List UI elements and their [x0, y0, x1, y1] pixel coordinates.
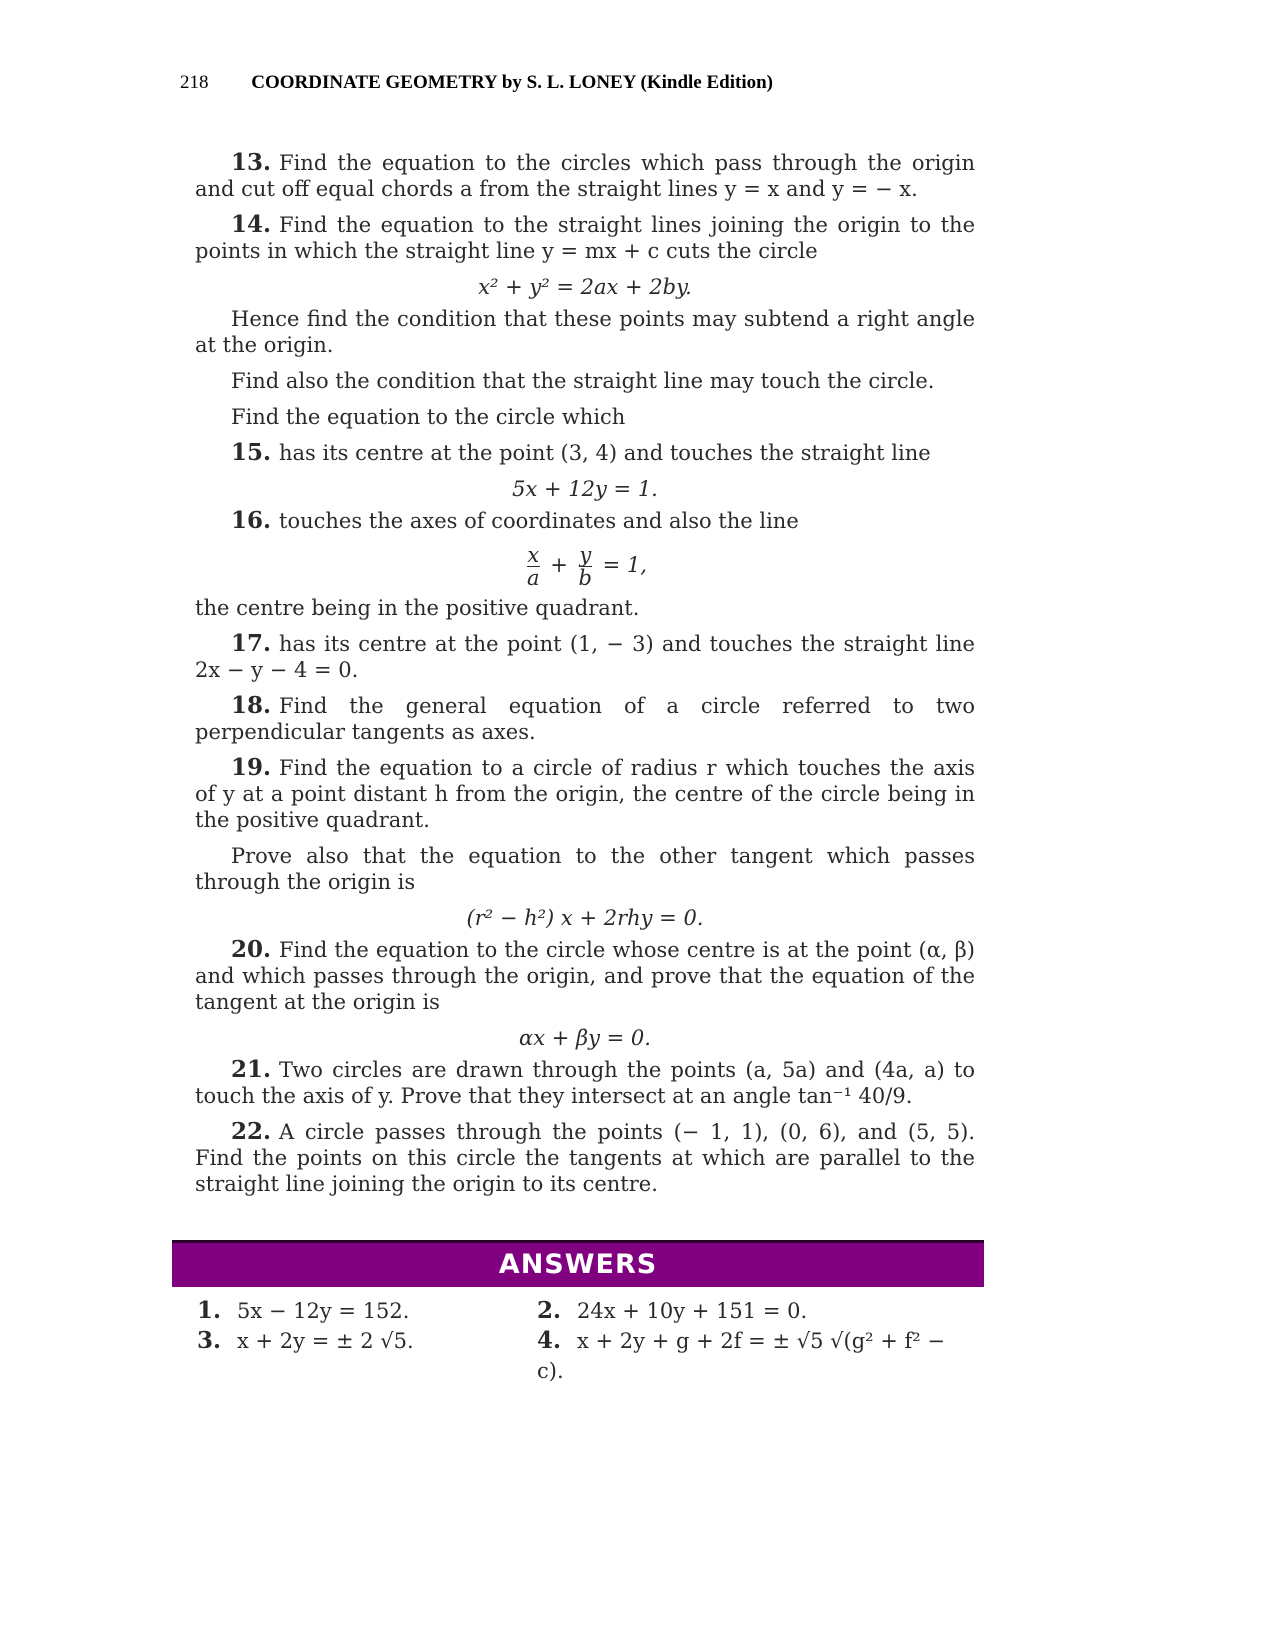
book-title: COORDINATE GEOMETRY by S. L. LONEY (Kindle Edition): [251, 72, 773, 93]
fraction-equation: [195, 544, 975, 589]
problem-text: Two circles are drawn through the points (a, 5a) and (4a, a) to touch the axis of y. Prove that they intersect at an angle tan⁻¹ 40/9.: [195, 1058, 975, 1108]
running-header: [180, 72, 1080, 94]
problem-text: Hence find the condition that these points may subtend a right angle at the origin.: [195, 307, 975, 357]
problem-number: 14.: [231, 211, 272, 238]
problem-14: [195, 212, 975, 264]
problem-15: [195, 440, 975, 466]
equation: x² + y² = 2ax + 2by.: [478, 275, 692, 299]
problem-22: [195, 1119, 975, 1197]
answer-3: [197, 1326, 537, 1386]
problem-text: Find the general equation of a circle referred to two perpendicular tangents as axes.: [195, 694, 975, 744]
problem-text: has its centre at the point (1, − 3) and touches the straight line 2x − y − 4 = 0.: [195, 632, 975, 682]
answer-text: 24x + 10y + 151 = 0.: [577, 1299, 808, 1323]
answers-row: [197, 1296, 977, 1326]
answer-text: x + 2y + g + 2f = ± √5 √(g² + f² − c).: [537, 1329, 945, 1383]
problem-number: 21.: [231, 1056, 272, 1083]
problem-21: [195, 1057, 975, 1109]
answer-1: [197, 1296, 537, 1326]
numerator: x: [527, 543, 540, 567]
problem-number: 16.: [231, 507, 272, 534]
plus-sign: +: [550, 553, 568, 577]
problem-list: [195, 150, 975, 1207]
denominator: a: [527, 566, 540, 590]
answer-text: 5x − 12y = 152.: [237, 1299, 410, 1323]
problem-text: A circle passes through the points (− 1, 1), (0, 6), and (5, 5). Find the points on this circle the tangents at which are parallel to the straight line joining the origin to its centre.: [195, 1120, 975, 1196]
problem-number: 15.: [231, 439, 272, 466]
equation: (r² − h²) x + 2rhy = 0.: [466, 906, 704, 930]
problem-16: [195, 508, 975, 534]
equals-one: = 1,: [602, 553, 647, 577]
problem-text: touches the axes of coordinates and also the line: [279, 509, 799, 533]
answers-list: [197, 1296, 977, 1386]
equation: αx + βy = 0.: [519, 1026, 651, 1050]
denominator: b: [578, 566, 592, 590]
answer-number: 3.: [197, 1327, 222, 1354]
fraction-x-over-a: [527, 544, 540, 589]
problem-text: Find the equation to the circles which pass through the origin and cut off equal chords a from the straight lines y = x and y = − x.: [195, 151, 975, 201]
problem-number: 13.: [231, 149, 272, 176]
problem-text: the centre being in the positive quadrant.: [195, 596, 640, 620]
answer-4: [537, 1326, 977, 1386]
problem-number: 17.: [231, 630, 272, 657]
numerator: y: [579, 543, 592, 567]
problem-text: Find the equation to the straight lines joining the origin to the points in which the straight line y = mx + c cuts the circle: [195, 213, 975, 263]
problem-13: [195, 150, 975, 202]
answers-row: [197, 1326, 977, 1386]
problem-text: Find the equation to a circle of radius r which touches the axis of y at a point distant h from the origin, the centre of the circle being in the positive quadrant.: [195, 756, 975, 832]
section-intro: Find the equation to the circle which: [231, 405, 626, 429]
answers-heading: ANSWERS: [172, 1240, 984, 1287]
problem-text: Find also the condition that the straight line may touch the circle.: [231, 369, 935, 393]
problem-number: 19.: [231, 754, 272, 781]
problem-18: [195, 693, 975, 745]
answer-text: x + 2y = ± 2 √5.: [237, 1329, 414, 1353]
problem-17: [195, 631, 975, 683]
problem-text: Prove also that the equation to the other tangent which passes through the origin is: [195, 844, 975, 894]
problem-20: [195, 937, 975, 1015]
problem-number: 18.: [231, 692, 272, 719]
problem-text: Find the equation to the circle whose centre is at the point (α, β) and which passes through the origin, and prove that the equation of the tangent at the origin is: [195, 938, 975, 1014]
answer-number: 4.: [537, 1327, 562, 1354]
problem-19: [195, 755, 975, 833]
answer-number: 2.: [537, 1297, 562, 1324]
fraction-y-over-b: [579, 544, 592, 589]
answer-number: 1.: [197, 1297, 222, 1324]
page-number: 218: [180, 72, 209, 93]
problem-text: has its centre at the point (3, 4) and touches the straight line: [279, 441, 931, 465]
answer-2: [537, 1296, 977, 1326]
equation: 5x + 12y = 1.: [512, 477, 658, 501]
problem-number: 22.: [231, 1118, 272, 1145]
problem-number: 20.: [231, 936, 272, 963]
